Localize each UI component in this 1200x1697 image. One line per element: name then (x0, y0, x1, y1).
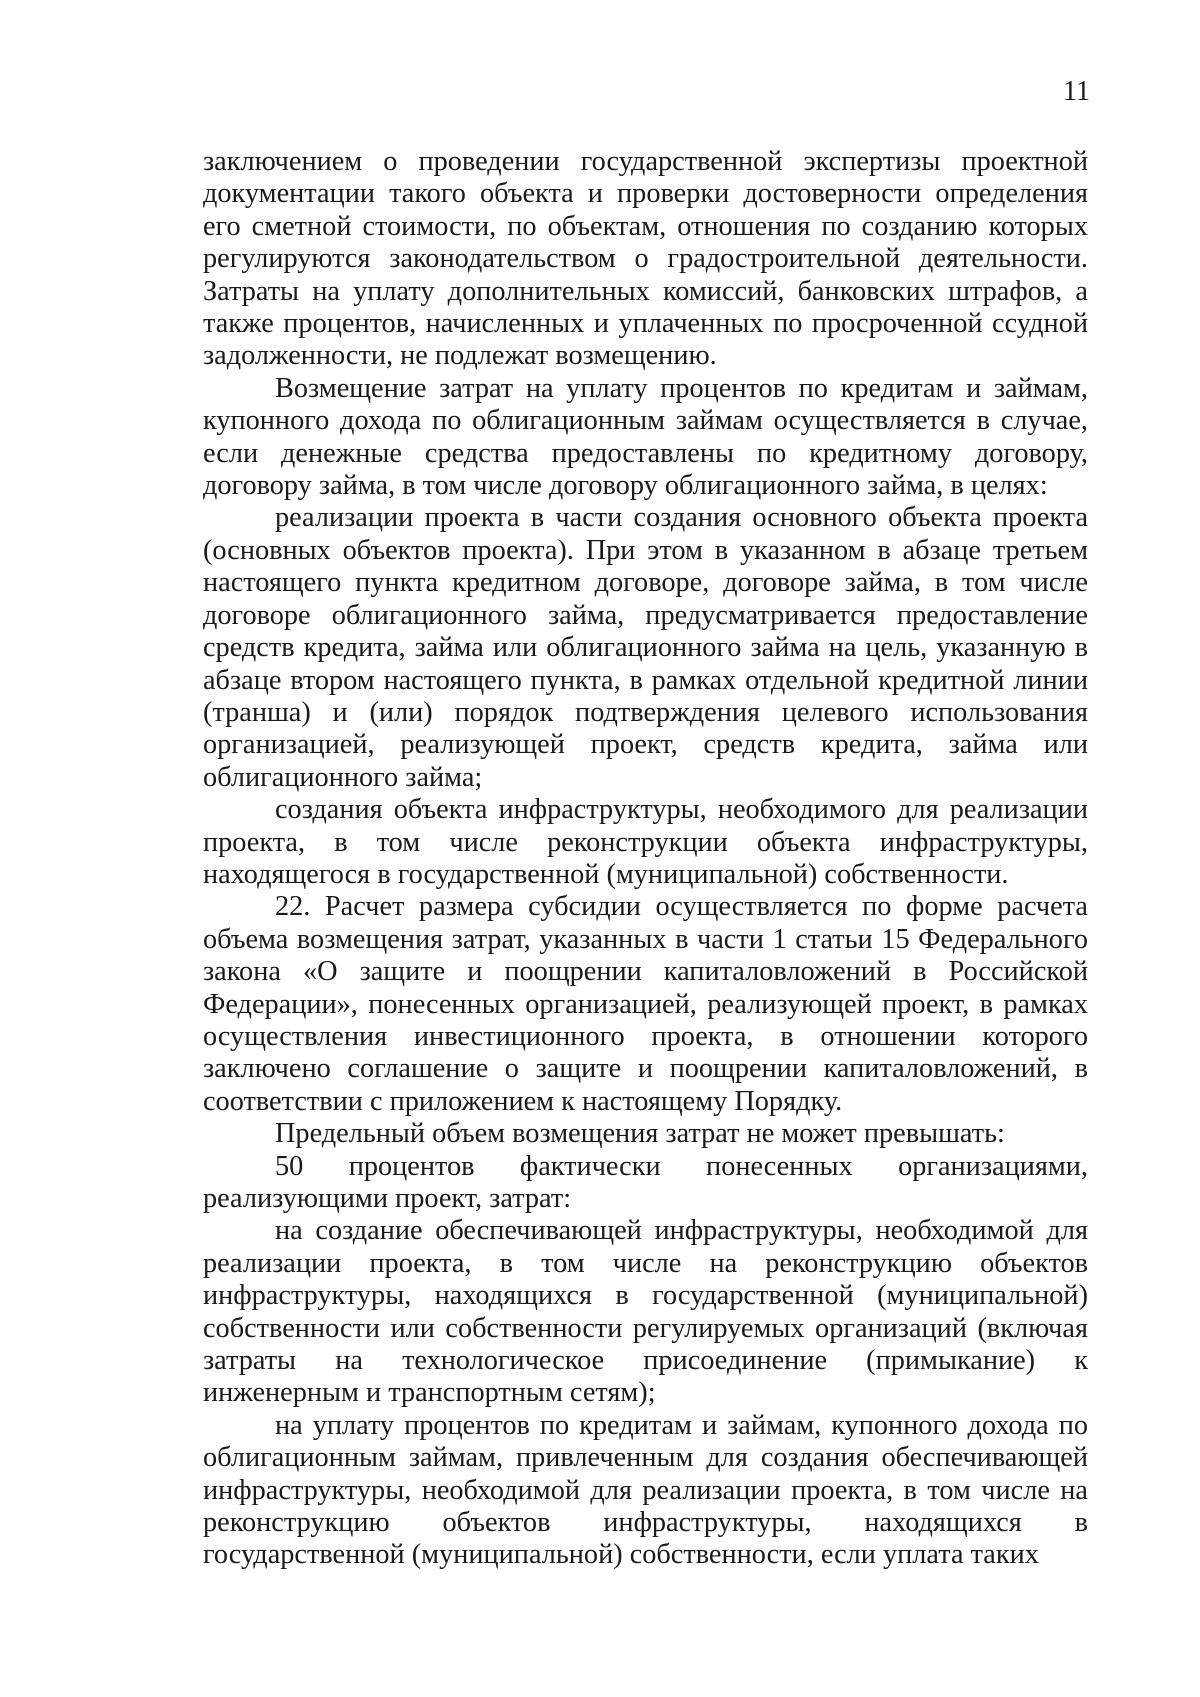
paragraph: 22. Расчет размера субсидии осуществляется по форме расчета объема возмещения затрат, указанных в части 1 статьи 15 Федерального закона «О защите и поощрении капиталовложений в Российской Федерации», понесенных организацией, реализующей проект, в рамках осуществления инвестиционного проекта, в отношении которого заключено соглашение о защите и поощрении капиталовложений, в соответствии с приложением к настоящему Порядку. (203, 891, 1088, 1117)
paragraph: 50 процентов фактически понесенных организациями, реализующими проект, затрат: (203, 1150, 1088, 1214)
paragraph: реализации проекта в части создания основного объекта проекта (основных объектов проекта). При этом в указанном в абзаце третьем настоящего пункта кредитном договоре, договоре займа, в том числе договоре облигационного займа, предусматривается предоставление средств кредита, займа или облигационного займа на цель, указанную в абзаце втором настоящего пункта, в рамках отдельной кредитной линии (транша) и (или) порядок подтверждения целевого использования организацией, реализующей проект, средств кредита, займа или облигационного займа; (203, 502, 1088, 793)
document-body (203, 146, 1088, 1572)
paragraph: Предельный объем возмещения затрат не может превышать: (275, 1118, 1005, 1150)
page-number: 11 (1063, 76, 1090, 107)
paragraph: создания объекта инфраструктуры, необходимого для реализации проекта, в том числе реконструкции объекта инфраструктуры, находящегося в государственной (муниципальной) собственности. (203, 794, 1088, 890)
paragraph: на создание обеспечивающей инфраструктуры, необходимой для реализации проекта, в том числе на реконструкцию объектов инфраструктуры, находящихся в государственной (муниципальной) собственности или собственности регулируемых организаций (включая затраты на технологическое присоединение (примыкание) к инженерным и транспортным сетям); (203, 1215, 1088, 1409)
paragraph-last: на уплату процентов по кредитам и займам, купонного дохода по облигационным займам, привлеченным для создания обеспечивающей инфраструктуры, необходимой для реализации проекта, в том числе на реконструкцию объектов инфраструктуры, находящихся в государственной (муниципальной) собственности, если уплата таких (203, 1409, 1088, 1571)
paragraph: Возмещение затрат на уплату процентов по кредитам и займам, купонного дохода по облигационным займам осуществляется в случае, если денежные средства предоставлены по кредитному договору, договору займа, в том числе договору облигационного займа, в целях: (203, 372, 1088, 502)
paragraph: заключением о проведении государственной экспертизы проектной документации такого объекта и проверки достоверности определения его сметной стоимости, по объектам, отношения по созданию которых регулируются законодательством о градостроительной деятельности. Затраты на уплату дополнительных комиссий, банковских штрафов, а также процентов, начисленных и уплаченных по просроченной ссудной задолженности, не подлежат возмещению. (203, 146, 1088, 372)
